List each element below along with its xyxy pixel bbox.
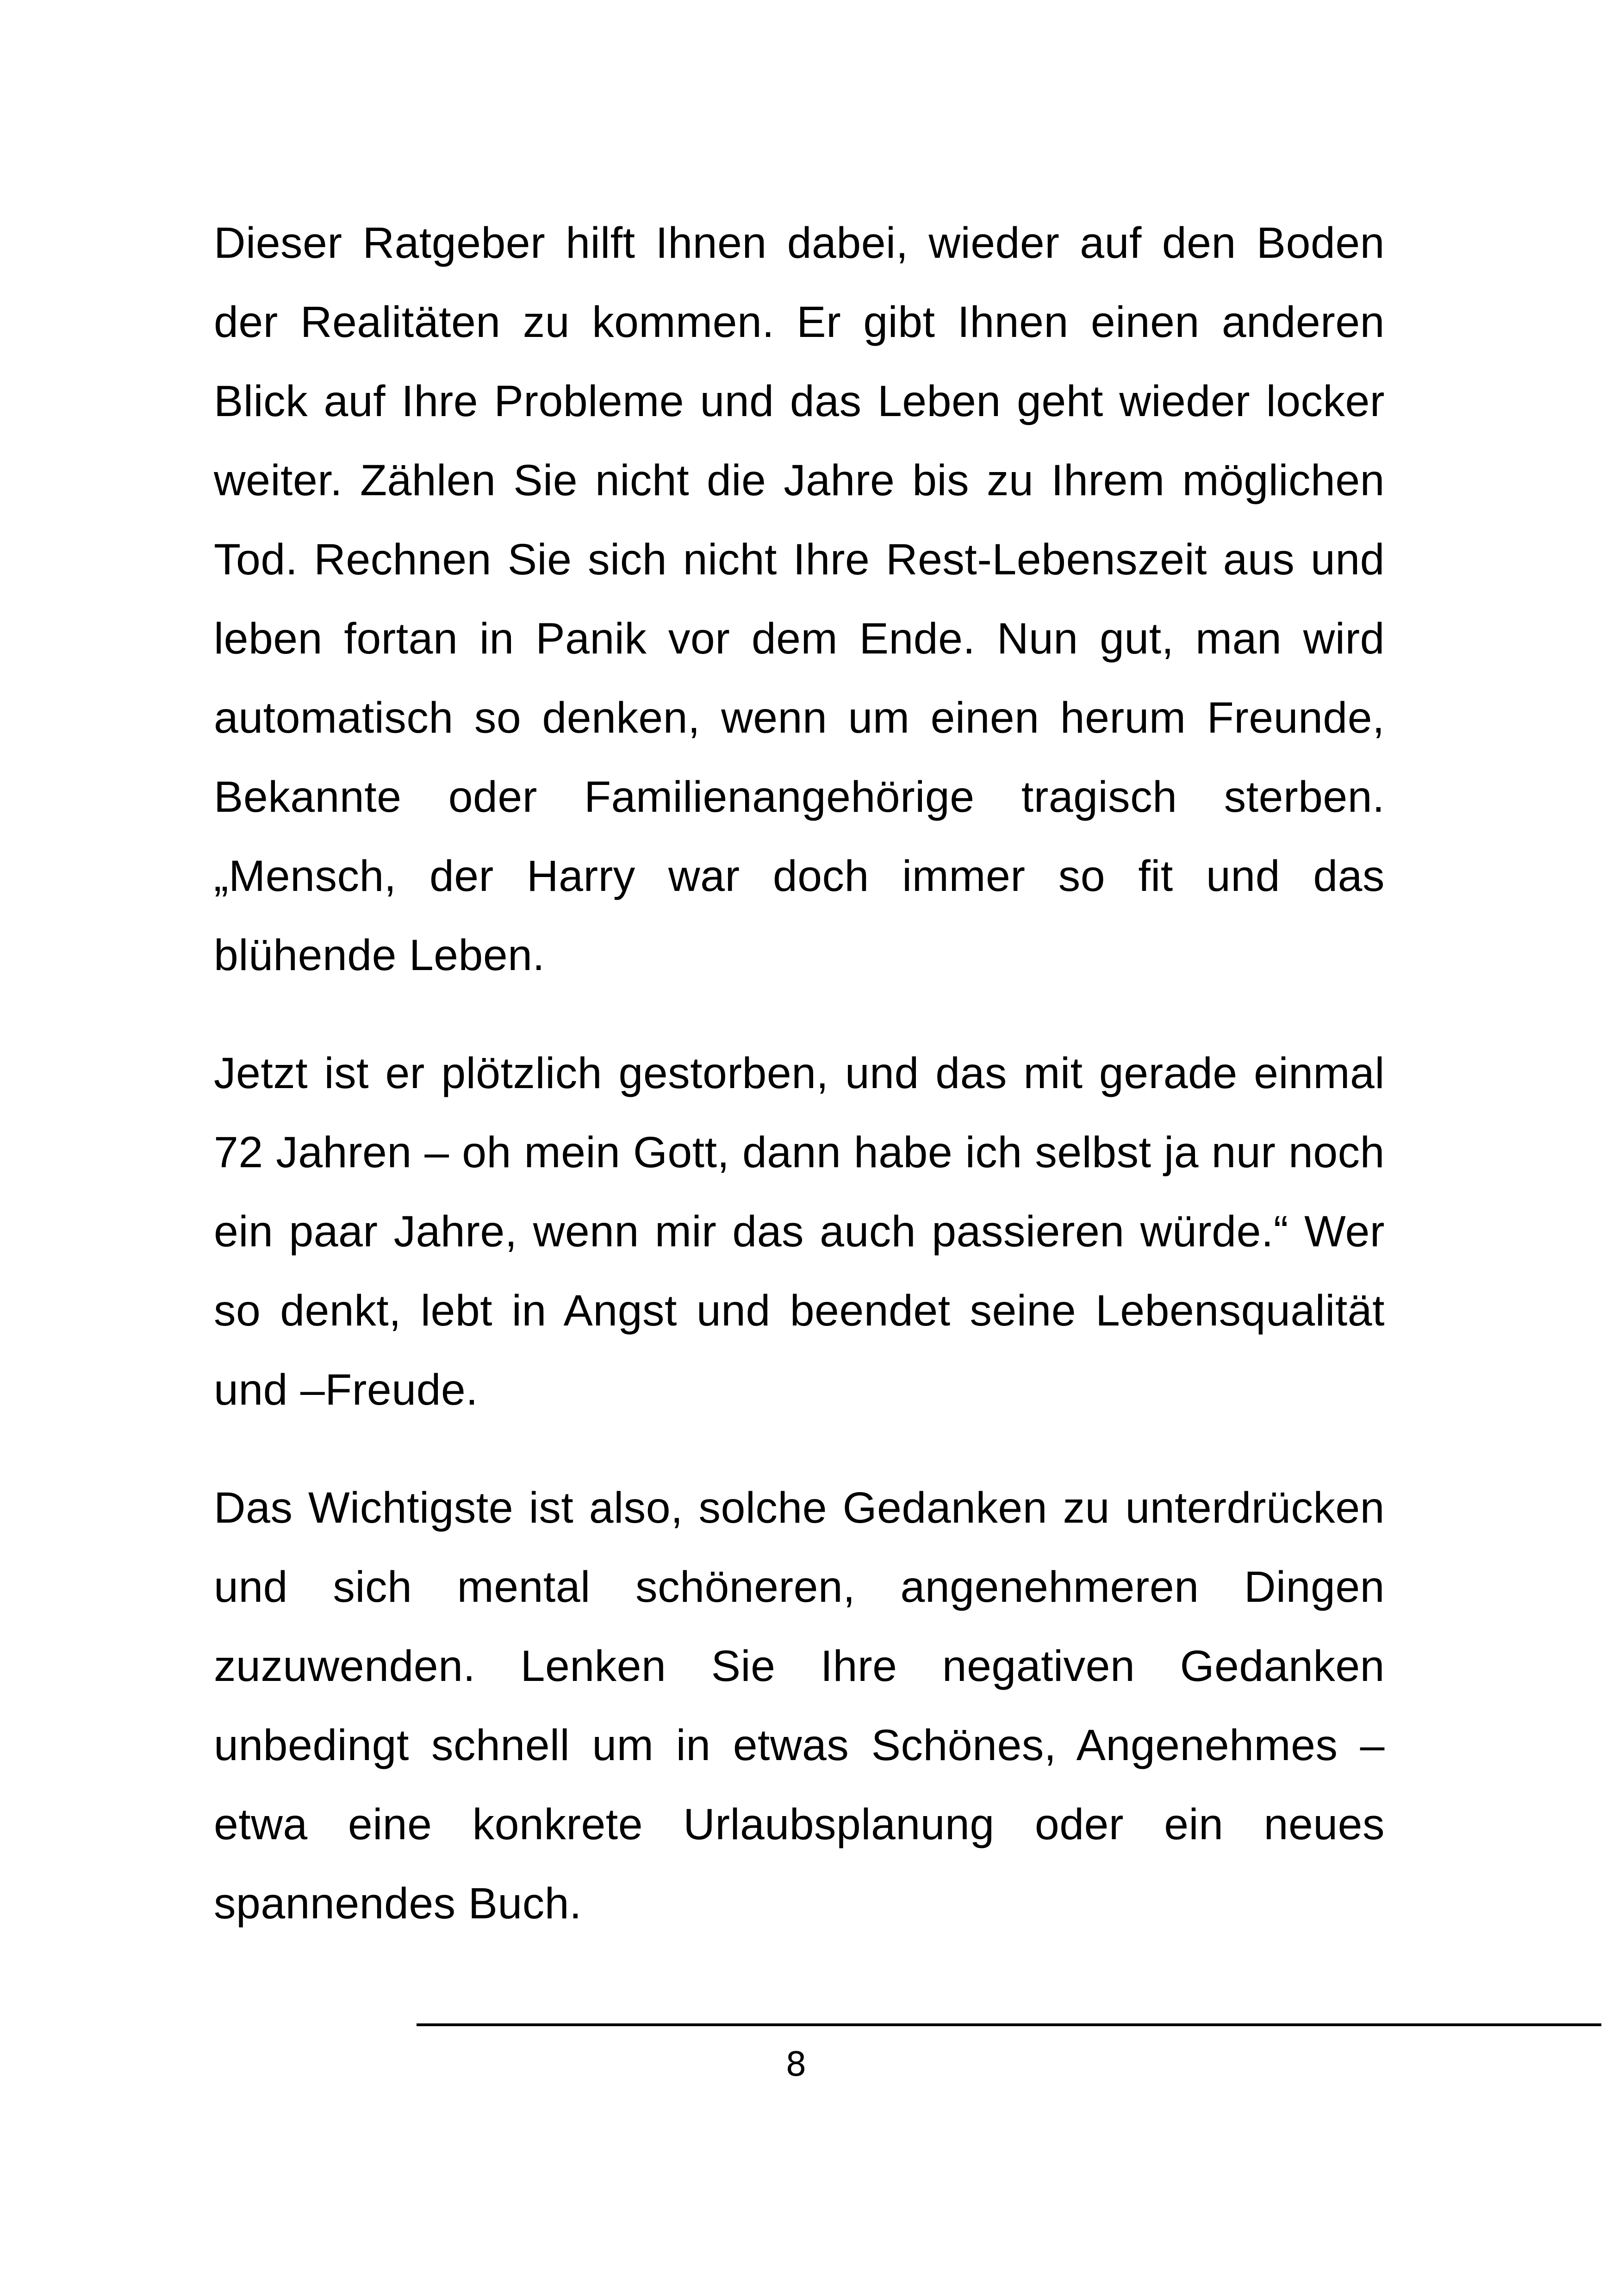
paragraph-2: Jetzt ist er plötzlich gestorben, und das mit gerade einmal 72 Jahren – oh mein Gott, dann habe ich selbst ja nur noch ein paar Jahre, wenn mir das auch passieren würde.“ Wer so denkt, lebt in Angst und beendet seine Lebensqualität und –Freude.: [214, 1049, 1385, 1414]
footer-divider: [417, 2023, 1601, 2026]
paragraph-1: Dieser Ratgeber hilft Ihnen dabei, wieder auf den Boden der Realitäten zu kommen. Er gibt Ihnen einen anderen Blick auf Ihre Probleme und das Leben geht wieder locker weiter. Zählen Sie nicht die Jahre bis zu Ihrem möglichen Tod. Rechnen Sie sich nicht Ihre Rest-Lebenszeit aus und leben fortan in Panik vor dem Ende. Nun gut, man wird automatisch so denken, wenn um einen herum Freunde, Bekannte oder Familienangehörige tragisch sterben. „Mensch, der Harry war doch immer so fit und das blühende Leben.: [214, 218, 1385, 980]
paragraph-3: Das Wichtigste ist also, solche Gedanken zu unterdrücken und sich mental schöneren, angenehmeren Dingen zuzuwenden. Lenken Sie Ihre negativen Gedanken unbedingt schnell um in etwas Schönes, Angenehmes – etwa eine konkrete Urlaubsplanung oder ein neues spannendes Buch.: [214, 1483, 1385, 1928]
body-text: [214, 204, 1385, 1982]
page-number: 8: [785, 2045, 807, 2084]
